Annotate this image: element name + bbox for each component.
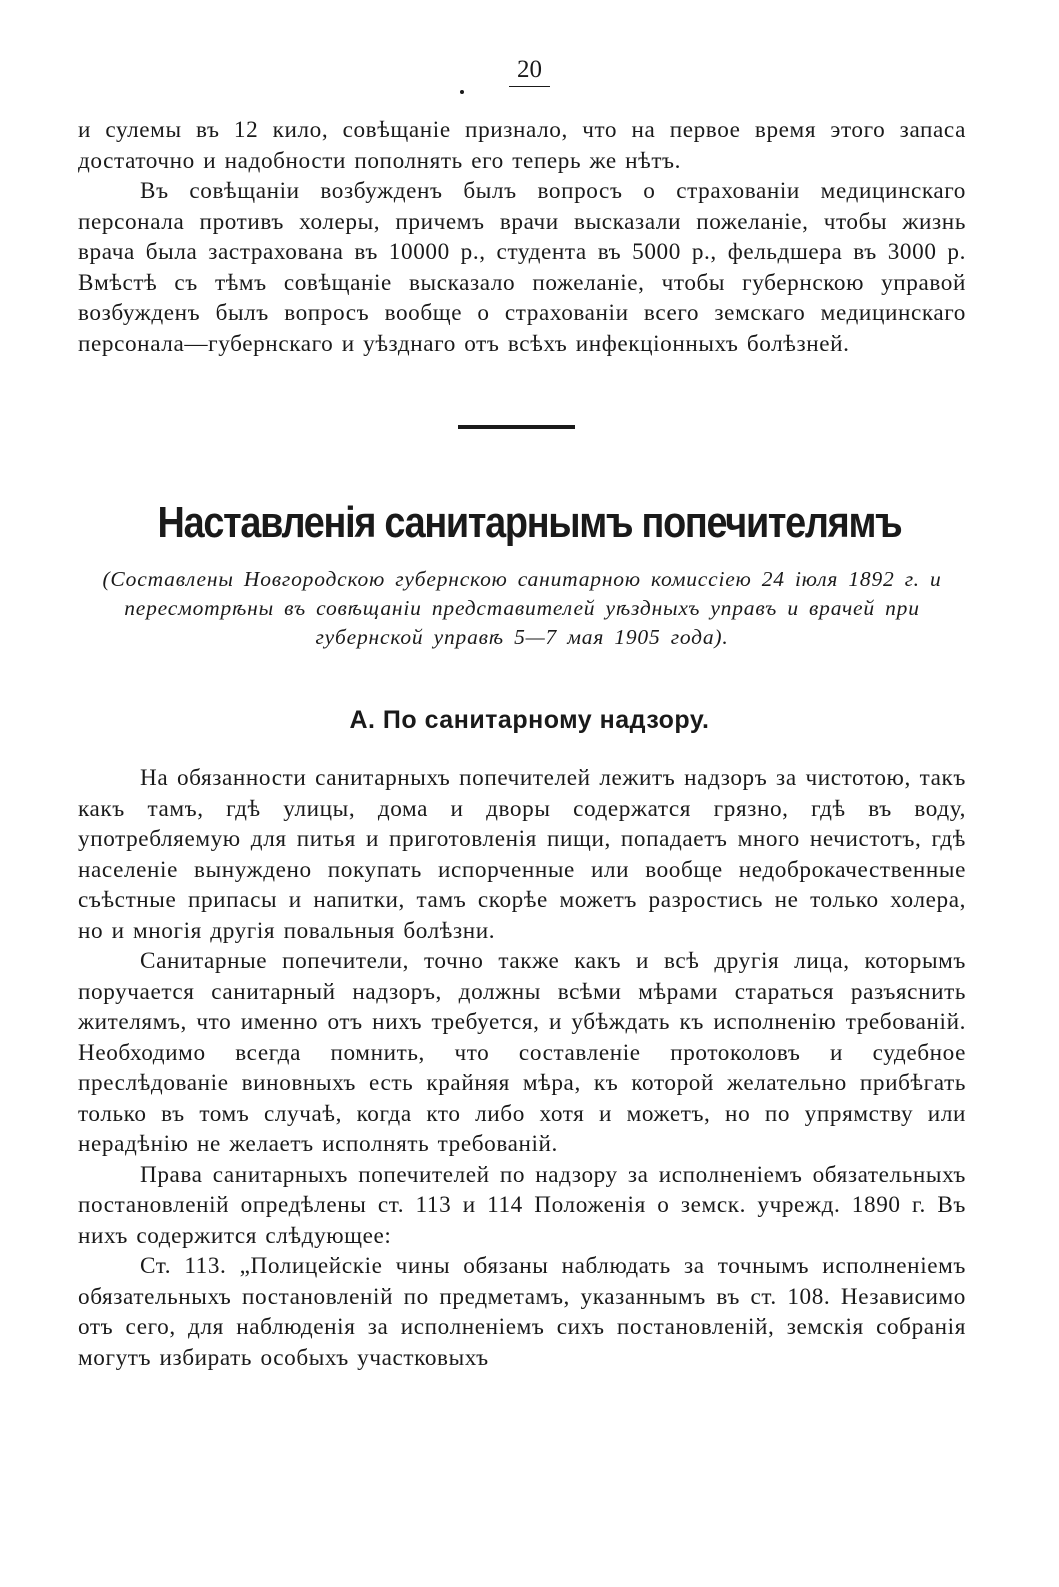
page-number-text: 20	[509, 56, 550, 87]
intro-text	[78, 115, 966, 359]
intro-paragraph: Въ совѣщаніи возбужденъ былъ вопросъ о страхованіи медицинскаго персонала противъ холеры, причемъ врачи высказали пожеланіе, чтобы жизнь врача была застрахована въ 10000 р., студента въ 5000 р., фельдшера въ 3000 р. Вмѣстѣ съ тѣмъ совѣщаніе высказало пожеланіе, чтобы губернскою управой возбужденъ былъ вопросъ вообще о страхованіи всего земскаго медицинскаго персонала—губернскаго и уѣзднаго отъ всѣхъ инфекціонныхъ болѣзней.	[78, 178, 966, 357]
body-paragraph: Ст. 113. „Полицейскіе чины обязаны наблюдать за точнымъ исполненіемъ обязательныхъ постановленій по предметамъ, указаннымъ въ ст. 108. Независимо отъ сего, для наблюденія за исполненіемъ сихъ постановленій, земскія собранія могутъ избирать особыхъ участковыхъ	[78, 1253, 966, 1371]
section-divider	[458, 425, 575, 429]
section-heading: А. По санитарному надзору.	[349, 706, 710, 734]
page-number	[0, 56, 1059, 87]
body-paragraph: Права санитарныхъ попечителей по надзору за исполненіемъ обязательныхъ постановленій опредѣлены ст. 113 и 114 Положенія о земск. учрежд. 1890 г. Въ нихъ содержится слѣдующее:	[78, 1161, 966, 1249]
intro-paragraph: и сулемы въ 12 кило, совѣщаніе признало, что на первое время этого запаса достаточно и надобности пополнять его теперь же нѣтъ.	[78, 117, 966, 174]
body-text	[78, 763, 966, 1373]
document-title: Наставленія санитарнымъ попечителямъ	[157, 498, 902, 547]
body-paragraph: Санитарные попечители, точно также какъ и всѣ другія лица, которымъ поручается санитарный надзоръ, должны всѣми мѣрами стараться разъяснить жителямъ, что именно отъ нихъ требуется, и убѣждать къ исполненію требованій. Необходимо всегда помнить, что составленіе протоколовъ и судебное преслѣдованіе виновныхъ есть крайняя мѣра, къ которой желательно прибѣгать только въ томъ случаѣ, когда кто либо хотя и можетъ, но по упрямству или нерадѣнію не желаетъ исполнять требованій.	[78, 948, 966, 1157]
print-dot	[460, 90, 464, 94]
body-paragraph: На обязанности санитарныхъ попечителей лежитъ надзоръ за чистотою, такъ какъ тамъ, гдѣ улицы, дома и дворы содержатся грязно, гдѣ въ воду, употребляемую для питья и приготовленія пищи, попадаетъ много нечистотъ, гдѣ населеніе вынуждено покупать испорченные или вообще недоброкачественные съѣстные припасы и напитки, тамъ скорѣе можетъ разростись не только холера, но и многія другія повальныя болѣзни.	[78, 765, 966, 944]
document-subtitle: (Составлены Новгородскою губернскою санитарною комиссіею 24 іюля 1892 г. и пересмотрѣны въ совѣщаніи представителей уѣздныхъ управъ и врачей при губернской управѣ 5—7 мая 1905 года).	[102, 567, 942, 649]
